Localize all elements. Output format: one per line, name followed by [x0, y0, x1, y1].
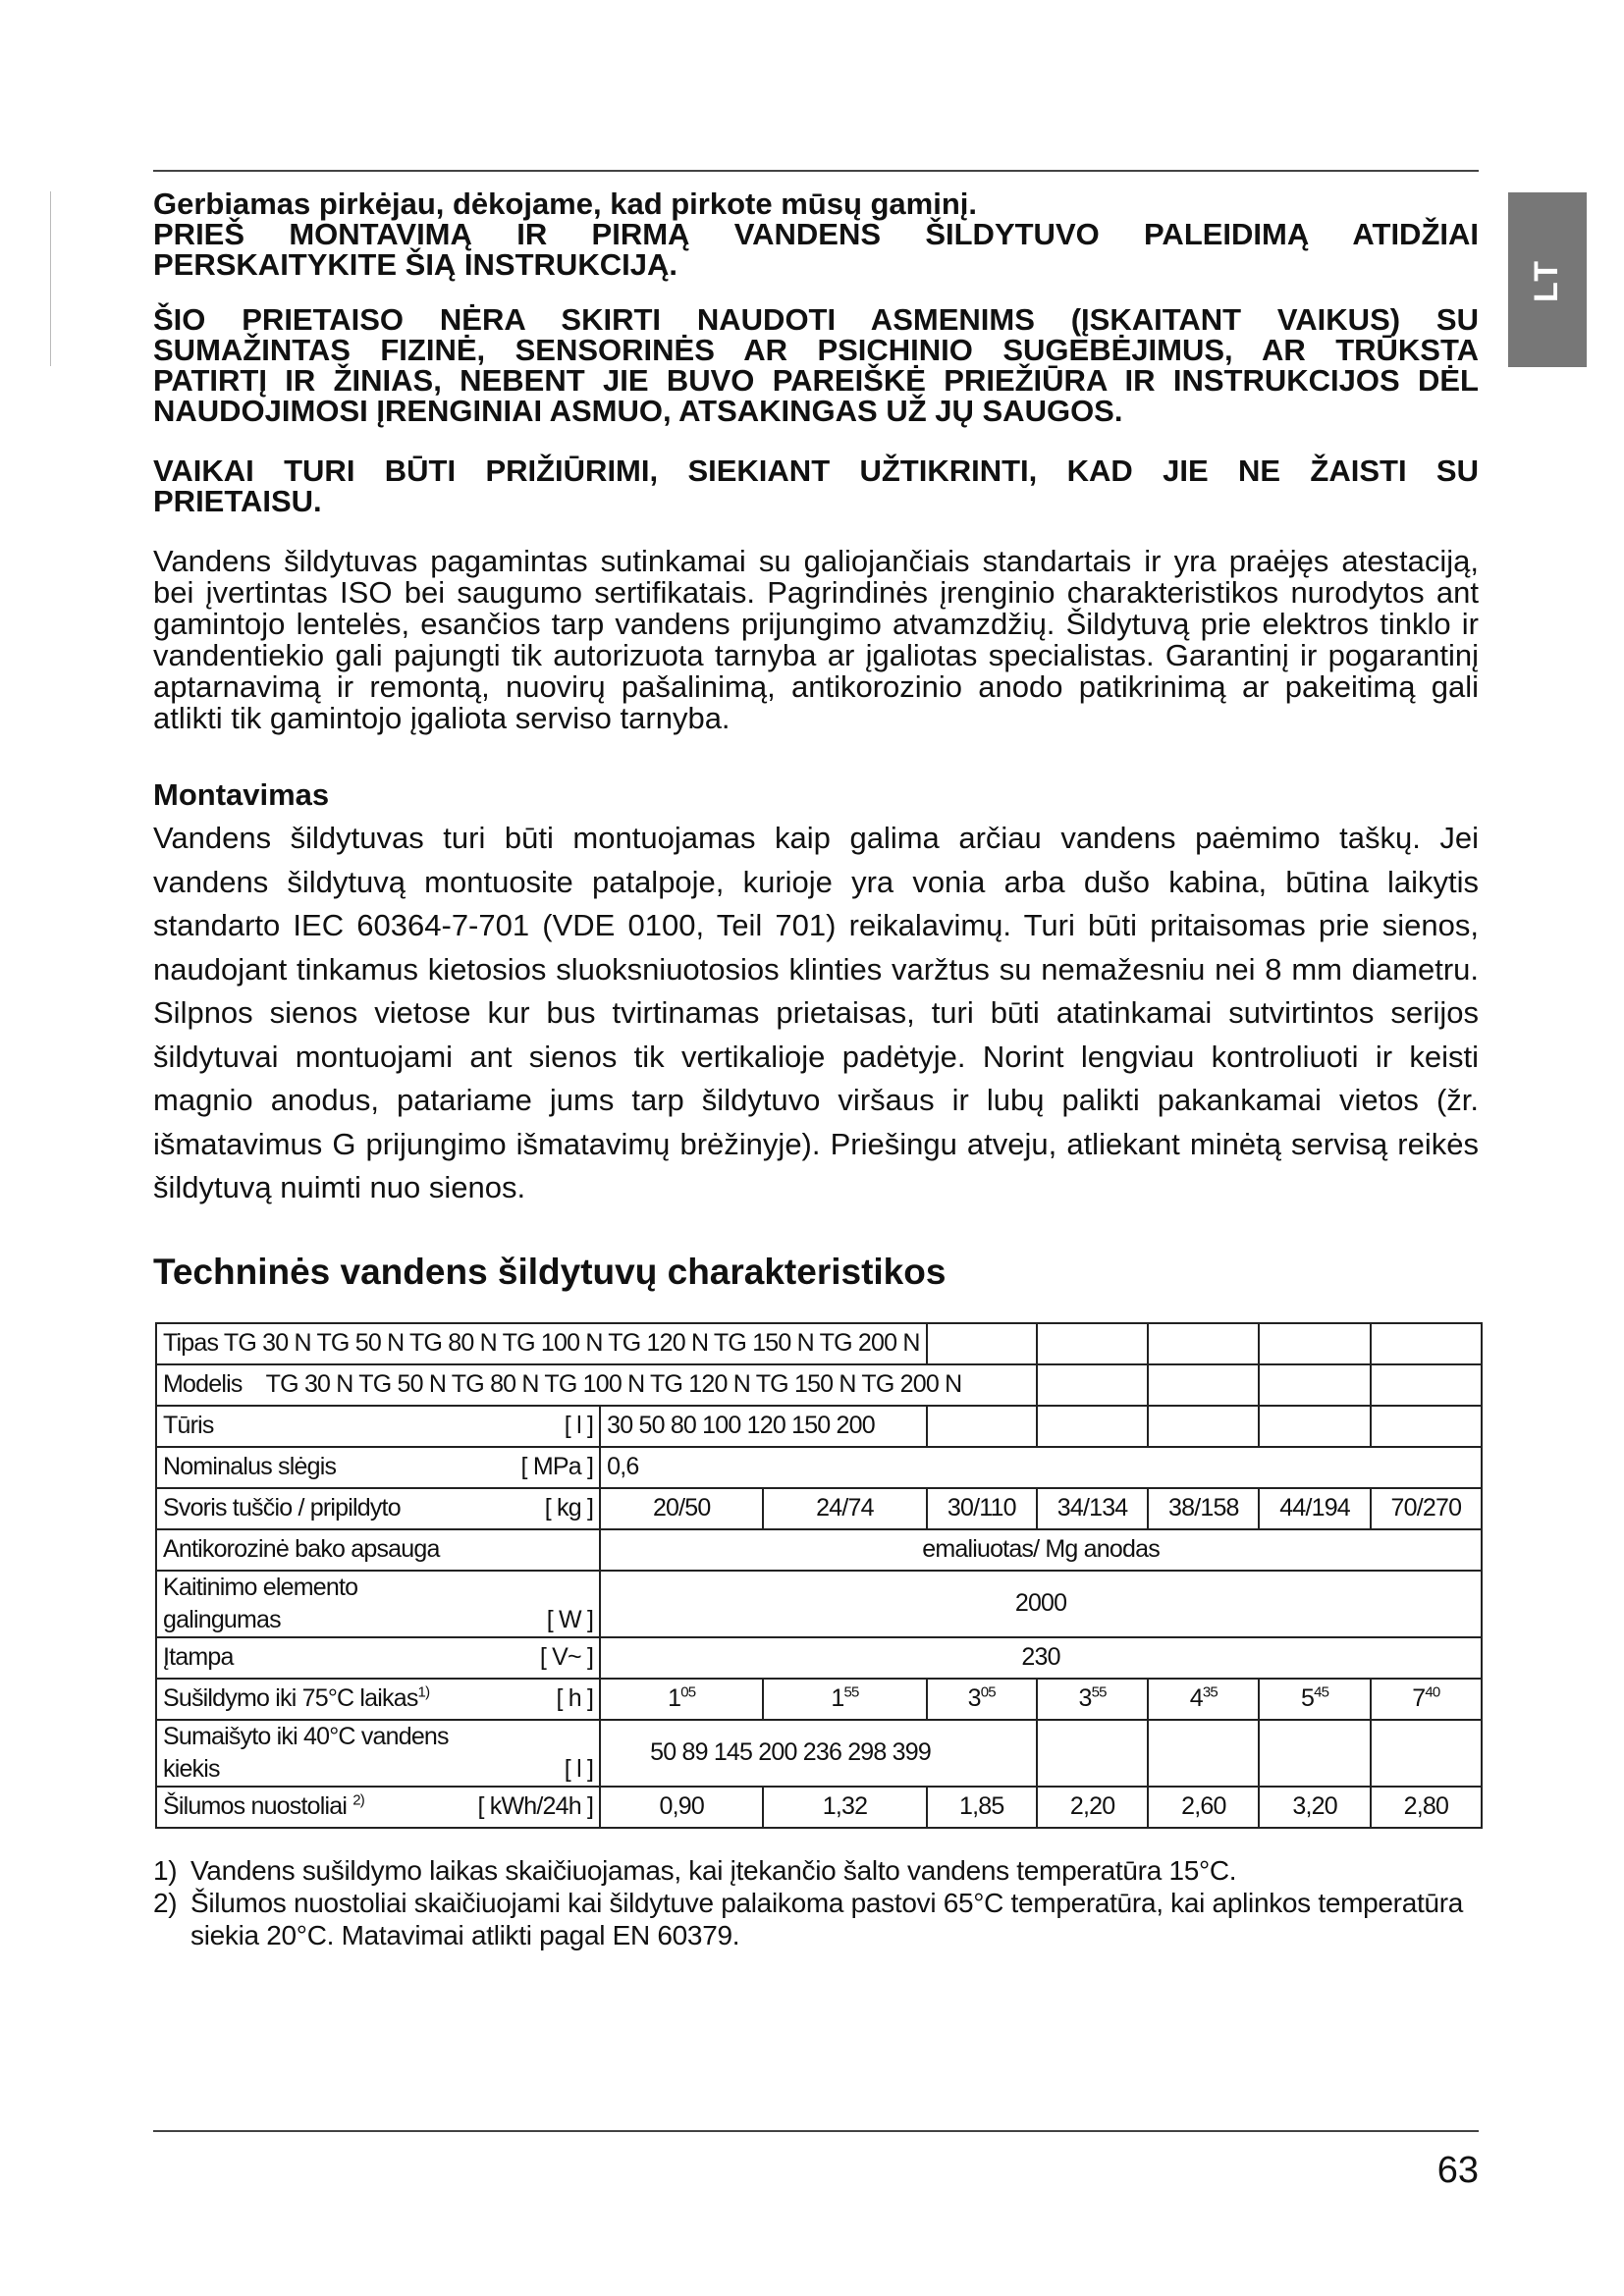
apsauga-label: Antikorozinė bako apsauga — [156, 1529, 600, 1571]
kiekis-unit: [ l ] — [564, 1754, 594, 1783]
specs-table — [155, 1322, 1483, 1829]
language-tab-label: LT — [1528, 257, 1566, 302]
empty-cell — [1037, 1323, 1148, 1364]
table-row — [156, 1529, 1482, 1571]
table-row — [156, 1406, 1482, 1447]
kiekis-values: 50 89 145 200 236 298 399 — [600, 1720, 1037, 1787]
empty-cell — [1371, 1323, 1482, 1364]
empty-cell — [1037, 1720, 1148, 1787]
table-row — [156, 1787, 1482, 1828]
slegis-label: Nominalus slėgis — [163, 1453, 337, 1480]
intro-paragraph: Vandens šildytuvas pagamintas sutinkamai su galiojančiais standartais ir yra praėjęs atestaciją, bei įvertintas ISO bei saugumo sertifikatais. Pagrindinės įrenginio charakteristikos nurodytos ant gamintojo lentelės, esančios tarp vandens prijungimo atvamzdžių. Šildytuvą prie elektros tinklo ir vandentiekio gali pajungti tik autorizuota tarnyba ar įgaliotas specialistas. Garantinį ir pogarantinį aptarnavimą ir remontą, nuovirų pašalinimą, antikorozinio anodo patikrinimą ar pakeitimą gali atlikti tik gamintojo įgaliota serviso tarnyba. — [153, 544, 1479, 735]
nuostoliai-label: Šilumos nuostoliai — [163, 1792, 348, 1820]
warning-line: PATIRTĮ IR ŽINIAS, NEBENT JIE BUVO PAREIŠKĖ PRIEŽIŪRA IR INSTRUKCIJOS DĖL — [153, 363, 1479, 398]
children-warning — [153, 455, 1479, 516]
svoris-value: 30/110 — [927, 1488, 1037, 1529]
laikas-value: $5^{45}$ — [1259, 1679, 1370, 1720]
empty-cell — [1148, 1720, 1259, 1787]
footnote-number: 1) — [153, 1854, 178, 1886]
notice-line: PERSKAITYKITE ŠIĄ INSTRUKCIJĄ. — [153, 247, 677, 282]
svoris-unit: [ kg ] — [544, 1494, 594, 1522]
safety-warning — [153, 304, 1479, 426]
notice-line: Gerbiamas pirkėjau, dėkojame, kad pirkote mūsų gaminį. — [153, 187, 978, 221]
notice-line: PRIEŠ MONTAVIMĄ IR PIRMĄ VANDENS ŠILDYTUVO PALEIDIMĄ ATIDŽIAI — [153, 217, 1479, 251]
empty-cell — [1259, 1720, 1370, 1787]
laikas-value: $1^{05}$ — [600, 1679, 763, 1720]
bottom-rule — [153, 2130, 1479, 2132]
mounting-heading: Montavimas — [153, 777, 330, 812]
empty-cell — [1259, 1323, 1370, 1364]
nuostoliai-value: 2,60 — [1148, 1787, 1259, 1828]
slegis-unit: [ MPa ] — [520, 1453, 594, 1480]
margin-line — [50, 191, 51, 366]
laikas-value: $7^{40}$ — [1371, 1679, 1482, 1720]
page-content — [153, 188, 1479, 1951]
empty-cell — [1259, 1364, 1370, 1406]
apsauga-value: emaliuotas/ Mg anodas — [600, 1529, 1482, 1571]
itampa-label-cell — [156, 1637, 600, 1679]
galia-label-line1: Kaitinimo elemento — [163, 1573, 358, 1601]
svoris-value: 44/194 — [1259, 1488, 1370, 1529]
kiekis-label-line1: Sumaišyto iki 40°C vandens — [163, 1722, 449, 1750]
svoris-value: 24/74 — [763, 1488, 926, 1529]
nuostoliai-value: 3,20 — [1259, 1787, 1370, 1828]
kiekis-label-cell — [156, 1720, 600, 1787]
empty-cell — [1371, 1720, 1482, 1787]
nuostoliai-unit: [ kWh/24h ] — [477, 1792, 594, 1820]
galia-unit: [ W ] — [546, 1605, 594, 1633]
nuostoliai-value: 2,20 — [1037, 1787, 1148, 1828]
laikas-label: Sušildymo iki 75°C laikas — [163, 1684, 418, 1712]
footnote — [153, 1887, 1479, 1951]
warning-line: SUMAŽINTAS FIZINĖ, SENSORINĖS AR PSICHINIO SUGEBĖJIMUS, AR TRŪKSTA — [153, 333, 1479, 367]
table-row — [156, 1447, 1482, 1488]
svoris-value: 20/50 — [600, 1488, 763, 1529]
turis-values: 30 50 80 100 120 150 200 — [600, 1406, 926, 1447]
turis-label: Tūris — [163, 1412, 214, 1439]
empty-cell — [1148, 1364, 1259, 1406]
nuostoliai-footnote-mark: 2) — [352, 1791, 364, 1809]
empty-cell — [1148, 1406, 1259, 1447]
nuostoliai-value: 1,32 — [763, 1787, 926, 1828]
children-line: PRIETAISU. — [153, 484, 322, 518]
footnotes — [153, 1854, 1479, 1951]
tipas-cell: Tipas TG 30 N TG 50 N TG 80 N TG 100 N TG 120 N TG 150 N TG 200 N — [156, 1323, 927, 1364]
galia-label-line2: galingumas — [163, 1605, 281, 1633]
warning-line: ŠIO PRIETAISO NĖRA SKIRTI NAUDOTI ASMENIMS (ĮSKAITANT VAIKUS) SU — [153, 302, 1479, 337]
language-tab — [1508, 192, 1587, 367]
table-row — [156, 1637, 1482, 1679]
svoris-value: 34/134 — [1037, 1488, 1148, 1529]
empty-cell — [1037, 1364, 1148, 1406]
table-row — [156, 1323, 1482, 1364]
empty-cell — [1037, 1406, 1148, 1447]
tech-specs-heading: Techninės vandens šildytuvų charakteristikos — [153, 1251, 947, 1292]
slegis-value: 0,6 — [600, 1447, 1482, 1488]
empty-cell — [1371, 1364, 1482, 1406]
laikas-label-cell — [156, 1679, 600, 1720]
turis-unit: [ l ] — [564, 1412, 594, 1439]
svoris-label-cell — [156, 1488, 600, 1529]
laikas-value: $1^{55}$ — [763, 1679, 926, 1720]
table-row — [156, 1720, 1482, 1787]
laikas-value: $4^{35}$ — [1148, 1679, 1259, 1720]
laikas-value: $3^{55}$ — [1037, 1679, 1148, 1720]
empty-cell — [1148, 1323, 1259, 1364]
table-row — [156, 1488, 1482, 1529]
laikas-unit: [ h ] — [556, 1684, 594, 1712]
footnote — [153, 1854, 1479, 1887]
footnote-text: Vandens sušildymo laikas skaičiuojamas, kai įtekančio šalto vandens temperatūra 15°C. — [190, 1854, 1237, 1886]
empty-cell — [927, 1406, 1037, 1447]
slegis-label-cell — [156, 1447, 600, 1488]
nuostoliai-value: 2,80 — [1371, 1787, 1482, 1828]
svoris-value: 70/270 — [1371, 1488, 1482, 1529]
galia-label-cell — [156, 1571, 600, 1637]
itampa-label: Įtampa — [163, 1643, 234, 1671]
nuostoliai-label-cell — [156, 1787, 600, 1828]
children-line: VAIKAI TURI BŪTI PRIŽIŪRIMI, SIEKIANT UŽTIKRINTI, KAD JIE NE ŽAISTI SU — [153, 454, 1479, 488]
page-number: 63 — [1436, 2150, 1479, 2191]
footnote-number: 2) — [153, 1887, 178, 1918]
table-row — [156, 1679, 1482, 1720]
table-row — [156, 1571, 1482, 1637]
laikas-footnote-mark: 1) — [417, 1683, 430, 1701]
itampa-unit: [ V~ ] — [539, 1643, 594, 1671]
svoris-label: Svoris tuščio / pripildyto — [163, 1494, 401, 1522]
empty-cell — [1259, 1406, 1370, 1447]
nuostoliai-value: 1,85 — [927, 1787, 1037, 1828]
svoris-value: 38/158 — [1148, 1488, 1259, 1529]
empty-cell — [927, 1323, 1037, 1364]
itampa-value: 230 — [600, 1637, 1482, 1679]
galia-value: 2000 — [600, 1571, 1482, 1637]
footnote-text: Šilumos nuostoliai skaičiuojami kai šildytuve palaikoma pastovi 65°C temperatūra, kai aplinkos temperatūra siekia 20°C. Matavimai atlikti pagal EN 60379. — [190, 1887, 1464, 1950]
laikas-value: $3^{05}$ — [927, 1679, 1037, 1720]
table-row — [156, 1364, 1482, 1406]
turis-label-cell — [156, 1406, 600, 1447]
empty-cell — [1371, 1406, 1482, 1447]
modelis-cell: Modelis TG 30 N TG 50 N TG 80 N TG 100 N TG 120 N TG 150 N TG 200 N — [156, 1364, 1037, 1406]
nuostoliai-value: 0,90 — [600, 1787, 763, 1828]
mounting-paragraph: Vandens šildytuvas turi būti montuojamas kaip galima arčiau vandens paėmimo taškų. Jei vandens šildytuvą montuosite patalpoje, kurioje yra vonia arba dušo kabina, būtina laikytis standarto IEC 60364-7-701 (VDE 0100, Teil 701) reikalavimų. Turi būti pritaisomas prie sienos, naudojant tinkamus kietosios sluoksniuotosios klinties varžtus su nemažesniu nei 8 mm diametru. Silpnos sienos vietose kur bus tvirtinamas prietaisas, turi būti atatinkamai sutvirtintos serijos šildytuvai montuojami ant sienos tik vertikalioje padėtyje. Norint lengviau kontroliuoti ir keisti magnio anodus, patariame jums tarp šildytuvo viršaus ir lubų palikti pakankamai vietos (žr. išmatavimus G prijungimo išmatavimų brėžinyje). Priešingu atveju, atliekant minėtą servisą reikės šildytuvą nuimti nuo sienos. — [153, 821, 1479, 1204]
warning-line: NAUDOJIMOSI ĮRENGINIAI ASMUO, ATSAKINGAS UŽ JŲ SAUGOS. — [153, 394, 1123, 428]
kiekis-label-line2: kiekis — [163, 1754, 220, 1783]
top-rule — [153, 170, 1479, 172]
purchase-notice — [153, 188, 1479, 280]
